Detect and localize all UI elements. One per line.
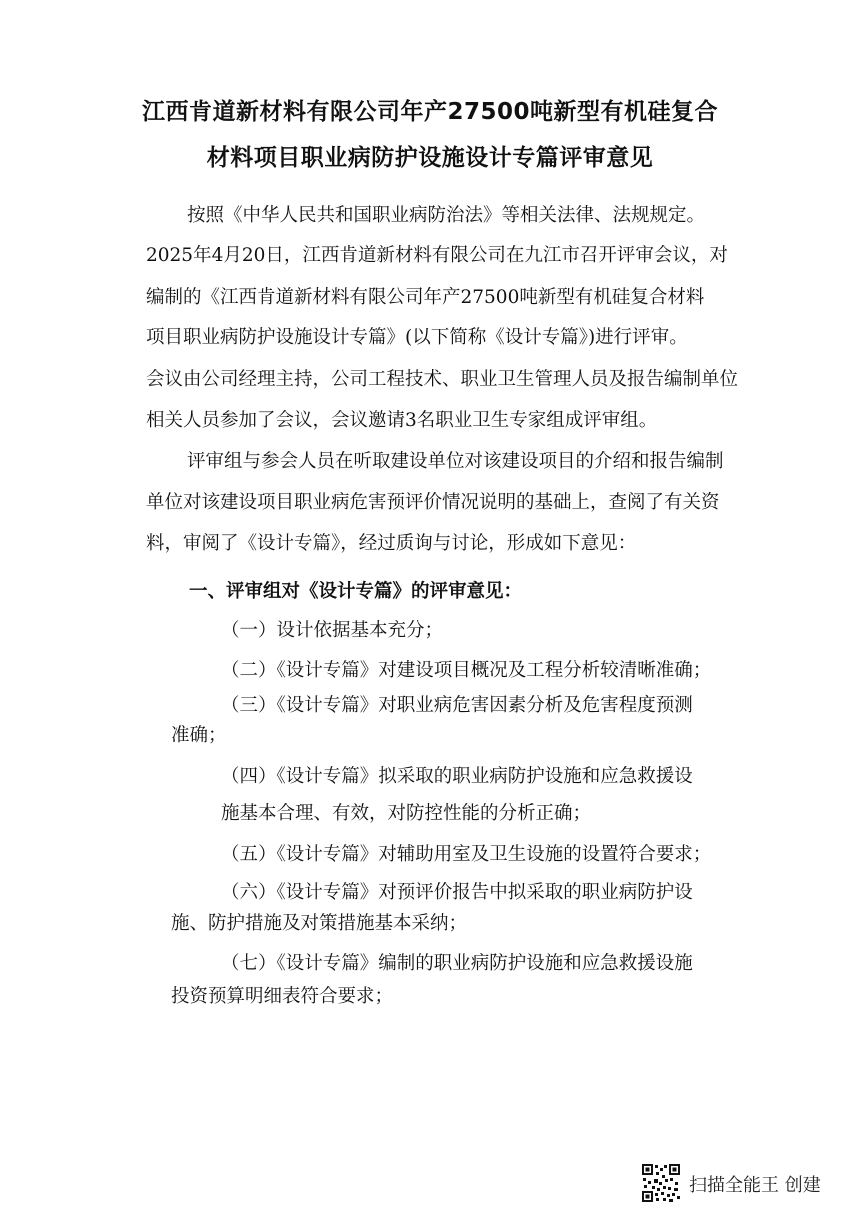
watermark-text: 扫描全能王 创建	[689, 1175, 821, 1196]
list-item-continuation: 施、防护措施及对策措施基本采纳；	[171, 913, 468, 934]
paragraph-line: 按照《中华人民共和国职业病防治法》等相关法律、法规规定。	[187, 205, 706, 226]
paragraph-line: 编制的《江西肯道新材料有限公司年产27500吨新型有机硅复合材料	[146, 287, 705, 308]
paragraph-line: 项目职业病防护设施设计专篇》(以下简称《设计专篇》)进行评审。	[146, 327, 688, 348]
list-item: （六）《设计专篇》对预评价报告中拟采取的职业病防护设	[221, 882, 693, 903]
paragraph-line: 评审组与参会人员在听取建设单位对该建设项目的介绍和报告编制	[187, 451, 724, 472]
list-item: （二）《设计专篇》对建设项目概况及工程分析较清晰准确；	[221, 660, 712, 681]
list-item: （三）《设计专篇》对职业病危害因素分析及危害程度预测	[221, 695, 693, 716]
document-title-line-1: 江西肯道新材料有限公司年产27500吨新型有机硅复合	[141, 99, 719, 125]
list-item: （四）《设计专篇》拟采取的职业病防护设施和应急救援设	[221, 766, 693, 787]
list-item: （一）设计依据基本充分；	[221, 620, 444, 641]
scanner-watermark	[641, 1159, 841, 1203]
list-item: （七）《设计专篇》编制的职业病防护设施和应急救援设施	[221, 953, 693, 974]
list-item: （五）《设计专篇》对辅助用室及卫生设施的设置符合要求；	[221, 844, 712, 865]
section-heading: 一、评审组对《设计专篇》的评审意见：	[189, 581, 523, 602]
paragraph-line: 相关人员参加了会议，会议邀请3名职业卫生专家组成评审组。	[146, 410, 658, 431]
paragraph-line: 单位对该建设项目职业病危害预评价情况说明的基础上，查阅了有关资	[146, 492, 720, 513]
paragraph-line: 料，审阅了《设计专篇》，经过质询与讨论，形成如下意见：	[146, 533, 637, 554]
qr-code-icon	[641, 1163, 681, 1203]
document-title-line-2: 材料项目职业病防护设施设计专篇评审意见	[206, 145, 654, 171]
list-item-continuation: 准确；	[171, 725, 227, 746]
list-item-continuation: 投资预算明细表符合要求；	[171, 986, 394, 1007]
paragraph-line: 2025年4月20日，江西肯道新材料有限公司在九江市召开评审会议，对	[146, 245, 728, 266]
list-item-continuation: 施基本合理、有效，对防控性能的分析正确；	[221, 803, 592, 824]
paragraph-line: 会议由公司经理主持，公司工程技术、职业卫生管理人员及报告编制单位	[146, 369, 739, 390]
